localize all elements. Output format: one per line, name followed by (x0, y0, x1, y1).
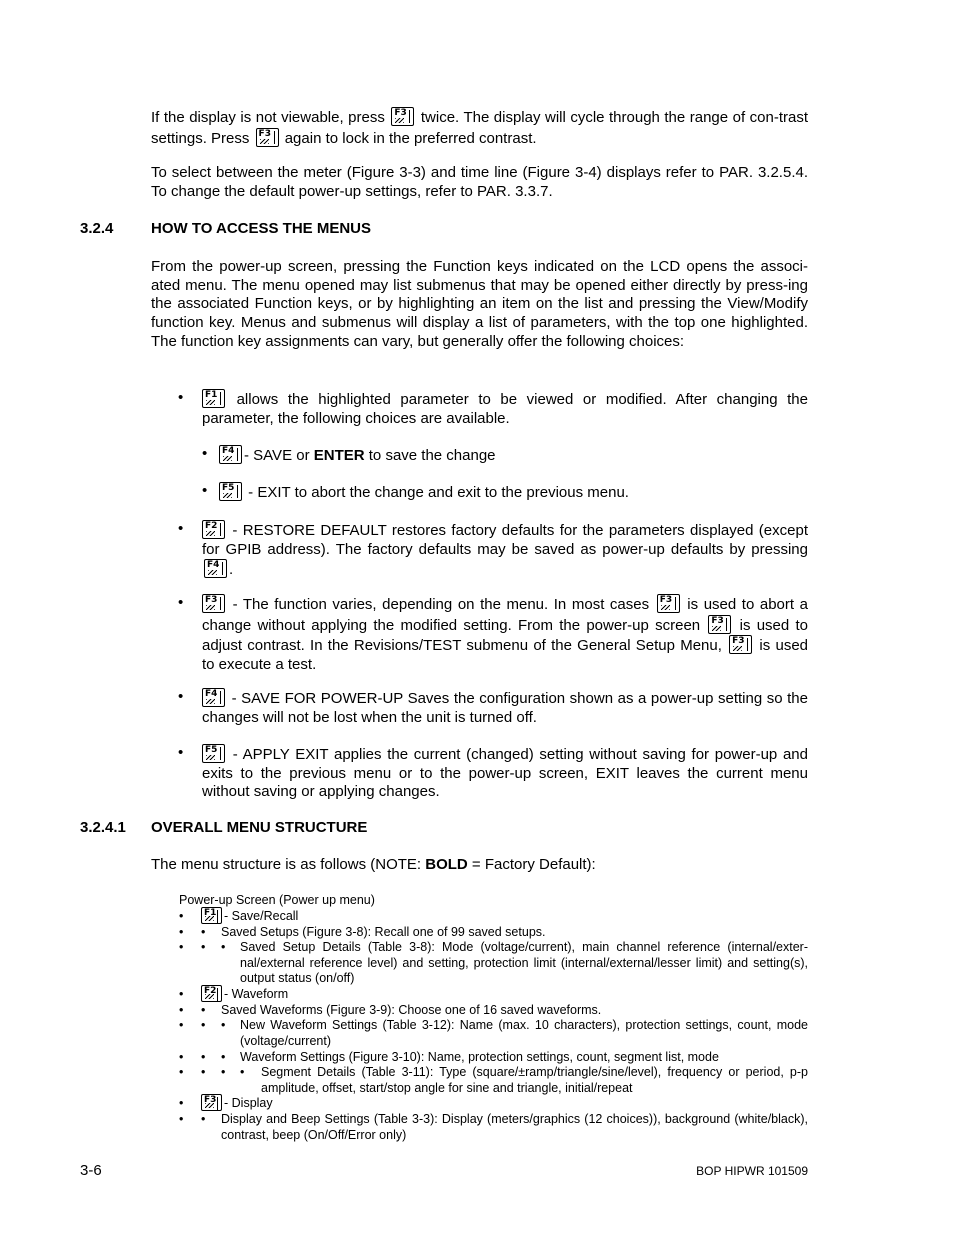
menu-display (201, 1094, 273, 1112)
f5-key-icon (202, 744, 225, 763)
intro-text-b: twice. The display will cycle through the range of con-trast settings. Press (151, 109, 808, 147)
section-324-body: From the power-up screen, pressing the Function keys indicated on the LCD opens the associ-ated menu. The menu opened may list submenus that may be opened either directly by press-ing the associated Function keys, or by highlighting an item on the list and pressing the View/Modify function key. Menus and submenus will display a list of parameters, with the top one highlighted. The function key assignments can vary, but generally offer the following choices: (151, 258, 808, 350)
bullet-marker: • (201, 1112, 206, 1126)
bullet-marker: • (221, 1065, 226, 1079)
section-number-324: 3.2.4 (80, 220, 114, 237)
f3-key-icon (256, 128, 279, 147)
bullet-marker: • (201, 925, 206, 939)
intro-paragraph-2: To select between the meter (Figure 3-3) and time line (Figure 3-4) displays refer to PAR. 3.2.5.4. To change the default power-up settings, refer to PAR. 3.3.7. (151, 164, 808, 200)
bullet-marker: • (179, 987, 184, 1001)
f1-key-icon (202, 389, 225, 408)
sub-bullet-f5 (219, 482, 808, 503)
enter-bold: ENTER (313, 447, 365, 464)
bullet-marker: • (202, 445, 208, 462)
f4-key-icon (219, 445, 242, 464)
bullet-marker: • (179, 1112, 184, 1126)
bullet-marker: • (179, 1050, 184, 1064)
bullet-marker: • (178, 688, 184, 705)
bullet-marker: • (178, 744, 184, 761)
bullet-marker: • (221, 1018, 226, 1032)
intro-text-c: again to lock in the preferred contrast. (284, 129, 537, 147)
bullet-f4 (202, 688, 808, 727)
bullet-marker: • (201, 1065, 206, 1079)
sub-bullet-f4-text-end: to save the change (364, 447, 496, 464)
f2-key-icon (201, 985, 222, 1002)
bullet-marker: • (179, 1065, 184, 1079)
sub-bullet-f4-text: - SAVE or (244, 447, 314, 464)
bullet-f3-text-a: - The function varies, depending on the menu. In most cases (232, 596, 650, 613)
f1-key-icon (201, 907, 222, 924)
intro-paragraph-1 (151, 107, 808, 148)
menu-intro-text-b: = Factory Default): (467, 856, 596, 873)
menu-root: Power-up Screen (Power up menu) (179, 893, 375, 907)
section-number-3241: 3.2.4.1 (80, 819, 126, 836)
bullet-marker: • (178, 389, 184, 406)
sub-bullet-f4 (219, 445, 808, 466)
bullet-f3-text-b: is used to abort a change without applying the modified setting. From the power-up screen (202, 596, 808, 634)
bullet-marker: • (221, 1050, 226, 1064)
f3-key-icon (202, 594, 225, 613)
bullet-marker: • (179, 1018, 184, 1032)
menu-display-beep-settings: Display and Beep Settings (Table 3-3): Display (meters/graphics (12 choices)), background (white/black), contrast, beep (On/Off/Error only) (221, 1112, 808, 1142)
bullet-marker: • (179, 940, 184, 954)
menu-intro-text-a: The menu structure is as follows (NOTE: (151, 856, 426, 873)
bullet-marker: • (201, 1050, 206, 1064)
bullet-f1 (202, 389, 808, 428)
bullet-f2: F2 - RESTORE DEFAULT restores factory defaults for the parameters displayed (except for GPIB address). The factory defaults may be saved as power-up defaults by pressing F4 . (202, 520, 808, 580)
menu-saved-setups: Saved Setups (Figure 3-8): Recall one of 99 saved setups. (221, 925, 546, 939)
bullet-f5 (202, 744, 808, 802)
bullet-marker: • (240, 1065, 245, 1079)
menu-structure-intro (151, 856, 808, 875)
f4-key-icon (204, 559, 227, 578)
f4-key-icon (202, 688, 225, 707)
bullet-f3-text-c: is used to adjust contrast. In the Revisions/TEST submenu of the General Setup Menu, (202, 616, 808, 655)
f3-key-icon (708, 615, 731, 634)
section-title-324: HOW TO ACCESS THE MENUS (151, 220, 372, 237)
menu-waveform (201, 985, 288, 1003)
f3-key-icon (657, 594, 680, 613)
bullet-marker: • (179, 909, 184, 923)
f3-key-icon (391, 107, 414, 126)
bullet-marker: • (202, 482, 208, 499)
menu-segment-details: Segment Details (Table 3-11): Type (square/±ramp/triangle/sine/level), frequency or period, p-p amplitude, offset, start/stop angle for sine and triangle, initial/repeat (261, 1065, 808, 1095)
bullet-marker: • (178, 594, 184, 611)
bold-label: BOLD (425, 856, 468, 873)
bullet-marker: • (201, 940, 206, 954)
bullet-marker: • (201, 1018, 206, 1032)
bullet-marker: • (221, 940, 226, 954)
menu-new-waveform-settings: New Waveform Settings (Table 3-12): Name (max. 10 characters), protection settings, count, mode (voltage/current) (240, 1018, 808, 1048)
bullet-f1-text: allows the highlighted parameter to be viewed or modified. After changing the parameter, the following choices are available. (202, 391, 808, 427)
bullet-marker: • (178, 520, 184, 537)
intro-text-a: If the display is not viewable, press (151, 109, 385, 126)
bullet-f5-text: - APPLY EXIT applies the current (changed) setting without saving for power-up and exits to the previous menu or to the power-up screen, EXIT leaves the current menu without saving or applying changes. (202, 746, 808, 801)
sub-bullet-f5-text: - EXIT to abort the change and exit to the previous menu. (248, 484, 629, 501)
bullet-marker: • (179, 1003, 184, 1017)
bullet-marker: • (179, 1096, 184, 1110)
bullet-f4-text: - SAVE FOR POWER-UP Saves the configuration shown as a power-up setting so the changes will not be lost when the unit is turned off. (202, 690, 808, 726)
f3-key-icon (729, 635, 752, 654)
bullet-f3 (202, 594, 808, 675)
f5-key-icon (219, 482, 242, 501)
menu-waveform-settings: Waveform Settings (Figure 3-10): Name, protection settings, count, segment list, mode (240, 1050, 719, 1064)
page-number: 3-6 (80, 1162, 102, 1179)
bullet-f3-text-d: is used to execute a test. (202, 637, 809, 674)
f3-key-icon (201, 1094, 222, 1111)
menu-waveform-text: - Waveform (224, 987, 289, 1001)
menu-save-recall (201, 907, 298, 925)
f2-key-icon (202, 520, 225, 539)
bullet-marker: • (179, 925, 184, 939)
menu-save-recall-text: - Save/Recall (224, 909, 299, 923)
menu-saved-waveforms: Saved Waveforms (Figure 3-9): Choose one of 16 saved waveforms. (221, 1003, 602, 1017)
section-title-3241: OVERALL MENU STRUCTURE (151, 819, 368, 836)
document-id: BOP HIPWR 101509 (696, 1164, 808, 1178)
menu-display-text: - Display (224, 1096, 273, 1110)
bullet-marker: • (201, 1003, 206, 1017)
bullet-f2-text: - RESTORE DEFAULT restores factory defaults for the parameters displayed (except for GPIB address). The factory defaults may be saved as power-up defaults by pressing (202, 522, 808, 558)
menu-saved-setup-details: Saved Setup Details (Table 3-8): Mode (voltage/current), main channel reference (internal/exter-nal/external reference level) and setting, protection limit (internal/external/lesser limit) and setting(s), output status (on/off) (240, 940, 808, 986)
